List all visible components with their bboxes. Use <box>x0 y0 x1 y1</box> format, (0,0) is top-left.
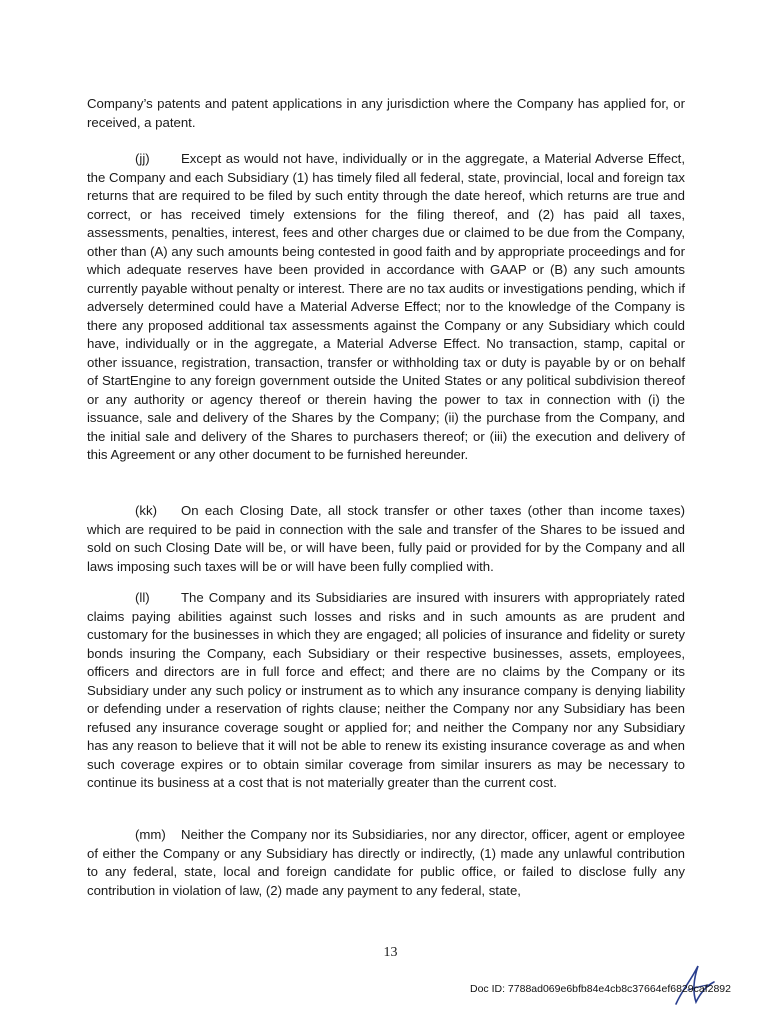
section-label: (mm) <box>135 827 166 842</box>
continuation-paragraph: Company’s patents and patent applications in any jurisdiction where the Company has applied for, or received, a patent. <box>87 96 685 130</box>
section-text: On each Closing Date, all stock transfer or other taxes (other than income taxes) which are required to be paid in connection with the sale and transfer of the Shares to be issued and sold on such Closing Date will be, or will have been, fully paid or provided for by the Company and all laws imposing such taxes will be or will have been fully complied with. <box>87 503 685 574</box>
section-jj <box>87 150 685 465</box>
section-label: (kk) <box>135 503 157 518</box>
doc-id: Doc ID: 7788ad069e6bfb84e4cb8c37664ef6829caf2892 <box>470 983 731 995</box>
section-label: (jj) <box>135 151 150 166</box>
section-label: (ll) <box>135 590 150 605</box>
page-number: 13 <box>383 945 398 960</box>
section-kk <box>87 502 685 576</box>
section-text: Except as would not have, individually or in the aggregate, a Material Adverse Effect, the Company and each Subsidiary (1) has timely filed all federal, state, provincial, local and foreign tax returns that are required to be filed by such entity through the date hereof, which returns are true and correct, or has received timely extensions for the filing thereof, and (2) has paid all taxes, assessments, penalties, interest, fees and other charges due or claimed to be due from the Company, other than (A) any such amounts being contested in good faith and by appropriate proceedings and for which adequate reserves have been provided in accordance with GAAP or (B) any such amounts currently payable without penalty or interest. There are no tax audits or investigations pending, which if adversely determined could have a Material Adverse Effect; nor to the knowledge of the Company is there any proposed additional tax assessments against the Company or any Subsidiary which could have, individually or in the aggregate, a Material Adverse Effect. No transaction, stamp, capital or other issuance, registration, transaction, transfer or withholding tax or duty is payable by or on behalf of StartEngine to any foreign government outside the United States or any political subdivision thereof or any authority or agency thereof or therein having the power to tax in connection with (i) the issuance, sale and delivery of the Shares by the Company; (ii) the purchase from the Company, and the initial sale and delivery of the Shares to purchasers thereof; or (iii) the execution and delivery of this Agreement or any other document to be furnished hereunder. <box>87 151 685 462</box>
section-mm <box>87 826 685 900</box>
section-text: Neither the Company nor its Subsidiaries, nor any director, officer, agent or employee of either the Company or any Subsidiary has directly or indirectly, (1) made any unlawful contribution to any federal, state, local and foreign candidate for public office, or failed to disclose fully any contribution in violation of law, (2) made any payment to any federal, state, <box>87 827 685 898</box>
section-text: The Company and its Subsidiaries are insured with insurers with appropriately rated claims paying abilities against such losses and risks and in such amounts as are prudent and customary for the businesses in which they are engaged; all policies of insurance and fidelity or surety bonds insuring the Company, each Subsidiary or their respective businesses, assets, employees, officers and directors are in full force and effect; and there are no claims by the Company or its Subsidiary under any such policy or instrument as to which any insurance company is denying liability or defending under a reservation of rights clause; neither the Company nor any Subsidiary has been refused any insurance coverage sought or applied for; and neither the Company nor any Subsidiary has any reason to believe that it will not be able to renew its existing insurance coverage as and when such coverage expires or to obtain similar coverage from similar insurers as may be necessary to continue its business at a cost that is not materially greater than the current cost. <box>87 590 685 790</box>
section-ll <box>87 589 685 793</box>
